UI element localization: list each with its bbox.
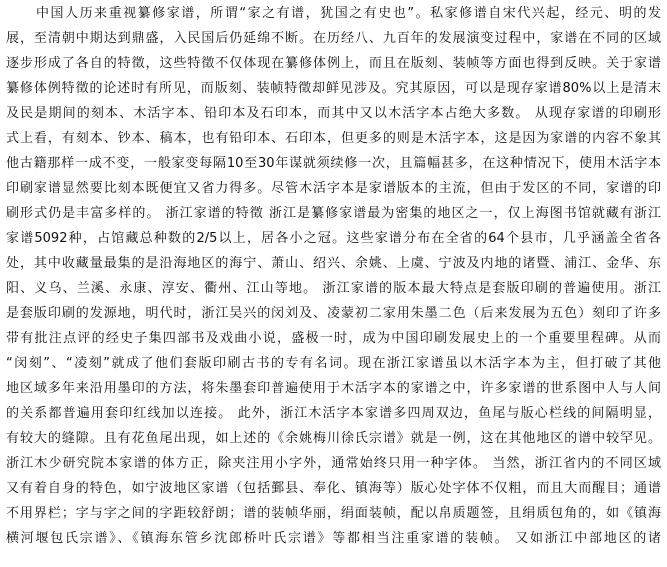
- text-line-12: 阳、义乌、兰溪、永康、淳安、衢州、江山等地。 浙江家谱的版本最大特点是套版印刷的普遍使用。浙江: [6, 281, 661, 296]
- text-line-13: 是套版印刷的发源地，明代时，浙江吴兴的闵刘及、凌蒙初二家用朱墨二色（后来发展为五色）刻印了许多: [6, 306, 661, 321]
- text-line-9: 刷形式仍是丰富多样的。 浙江家谱的特徵 浙江是纂修家谱最为密集的地区之一，仅上海图书馆就藏有浙江: [6, 206, 661, 221]
- text-line-6: 式上看，有刻本、钞本、稿本，也有铅印本、石印本，但更多的则是木活字本，这是因为家谱的内容不象其: [6, 131, 661, 146]
- text-line-19: 浙江木少研究院本家谱的体方正，除夹注用小字外，通常始终只用一种字体。 当然，浙江省内的不同区域: [6, 456, 661, 471]
- text-line-21: 不用界栏；字与字之间的字距较舒朗；谱的装帧华丽，绢面装帧，配以帛质题签，且绢质包角的，如《镇海: [6, 506, 661, 521]
- text-line-18: 有较大的缝隙。且有花鱼尾出现，如上述的《余姚梅川徐氏宗谱》就是一例，这在其他地区的谱中较罕见。: [6, 431, 661, 446]
- text-line-22: 横河堰包氏宗谱》、《镇海东管乡沈郎桥叶氏宗谱》等都相当注重家谱的装帧。 又如浙江中部地区的诸: [6, 531, 661, 546]
- text-line-20: 又有着自身的特色，如宁波地区家谱（包括鄞县、奉化、镇海等）版心处字体不仅粗，而且大而醒目；通谱: [6, 481, 661, 496]
- text-line-15: “闵刻”、“凌刻”就成了他们套版印刷古书的专有名词。现在浙江家谱虽以木活字本为主，但打破了其他: [6, 356, 661, 371]
- text-line-2: 展，至清朝中期达到鼎盛，入民国后仍延绵不断。在历经八、九百年的发展演变过程中，家谱在不同的区域: [6, 31, 661, 46]
- text-line-17: 的关系都普遍用套印红线加以连接。 此外，浙江木活字本家谱多四周双边，鱼尾与版心栏线的间隔明显，: [6, 406, 661, 421]
- text-line-3: 逐步形成了各自的特徵，这些特徵不仅体现在纂修体例上，而且在版刻、装帧等方面也得到反映。关于家谱: [6, 56, 661, 71]
- text-line-5: 及民是期间的刻本、木活字本、铅印本及石印本，而其中又以木活字本占绝大多数。 从现存家谱的印刷形: [6, 106, 661, 121]
- text-line-7: 他古籍那样一成不变，一般家变每隔10至30年谋就须续修一次，且篇幅甚多，在这种情况下，使用木活字本: [6, 156, 661, 171]
- text-line-11: 处，其中收藏量最集的是沿海地区的海宁、萧山、绍兴、余姚、上虞、宁波及内地的诸暨、浦江、金华、东: [6, 256, 661, 271]
- text-line-16: 地区域多年来沿用墨印的方法，将朱墨套印普遍使用于木活字本的家谱之中，许多家谱的世系图中人与人间: [6, 381, 661, 396]
- text-line-8: 印刷家谱显然要比刻本既便宜又省力得多。尽管木活字本是家谱版本的主流，但由于发区的不同，家谱的印: [6, 181, 661, 196]
- text-line-1: 中国人历来重视纂修家谱，所谓“家之有谱，犹国之有史也”。私家修谱自宋代兴起，经元、明的发: [36, 6, 661, 21]
- text-line-4: 纂修体例特徵的论述时有所见，而版刻、装帧特徵却鲜见涉及。究其原因，可以是现存家谱80%以上是清末: [6, 81, 661, 96]
- text-line-14: 带有批注点评的经史子集四部书及戏曲小说，盛极一时，成为中国印刷发展史上的一个重要里程碑。从而: [6, 331, 661, 346]
- text-line-10: 家谱5092种，占馆藏总种数的2/5以上，居各小之冠。这些家谱分布在全省的64个县市，几乎涵盖全省各: [6, 231, 661, 246]
